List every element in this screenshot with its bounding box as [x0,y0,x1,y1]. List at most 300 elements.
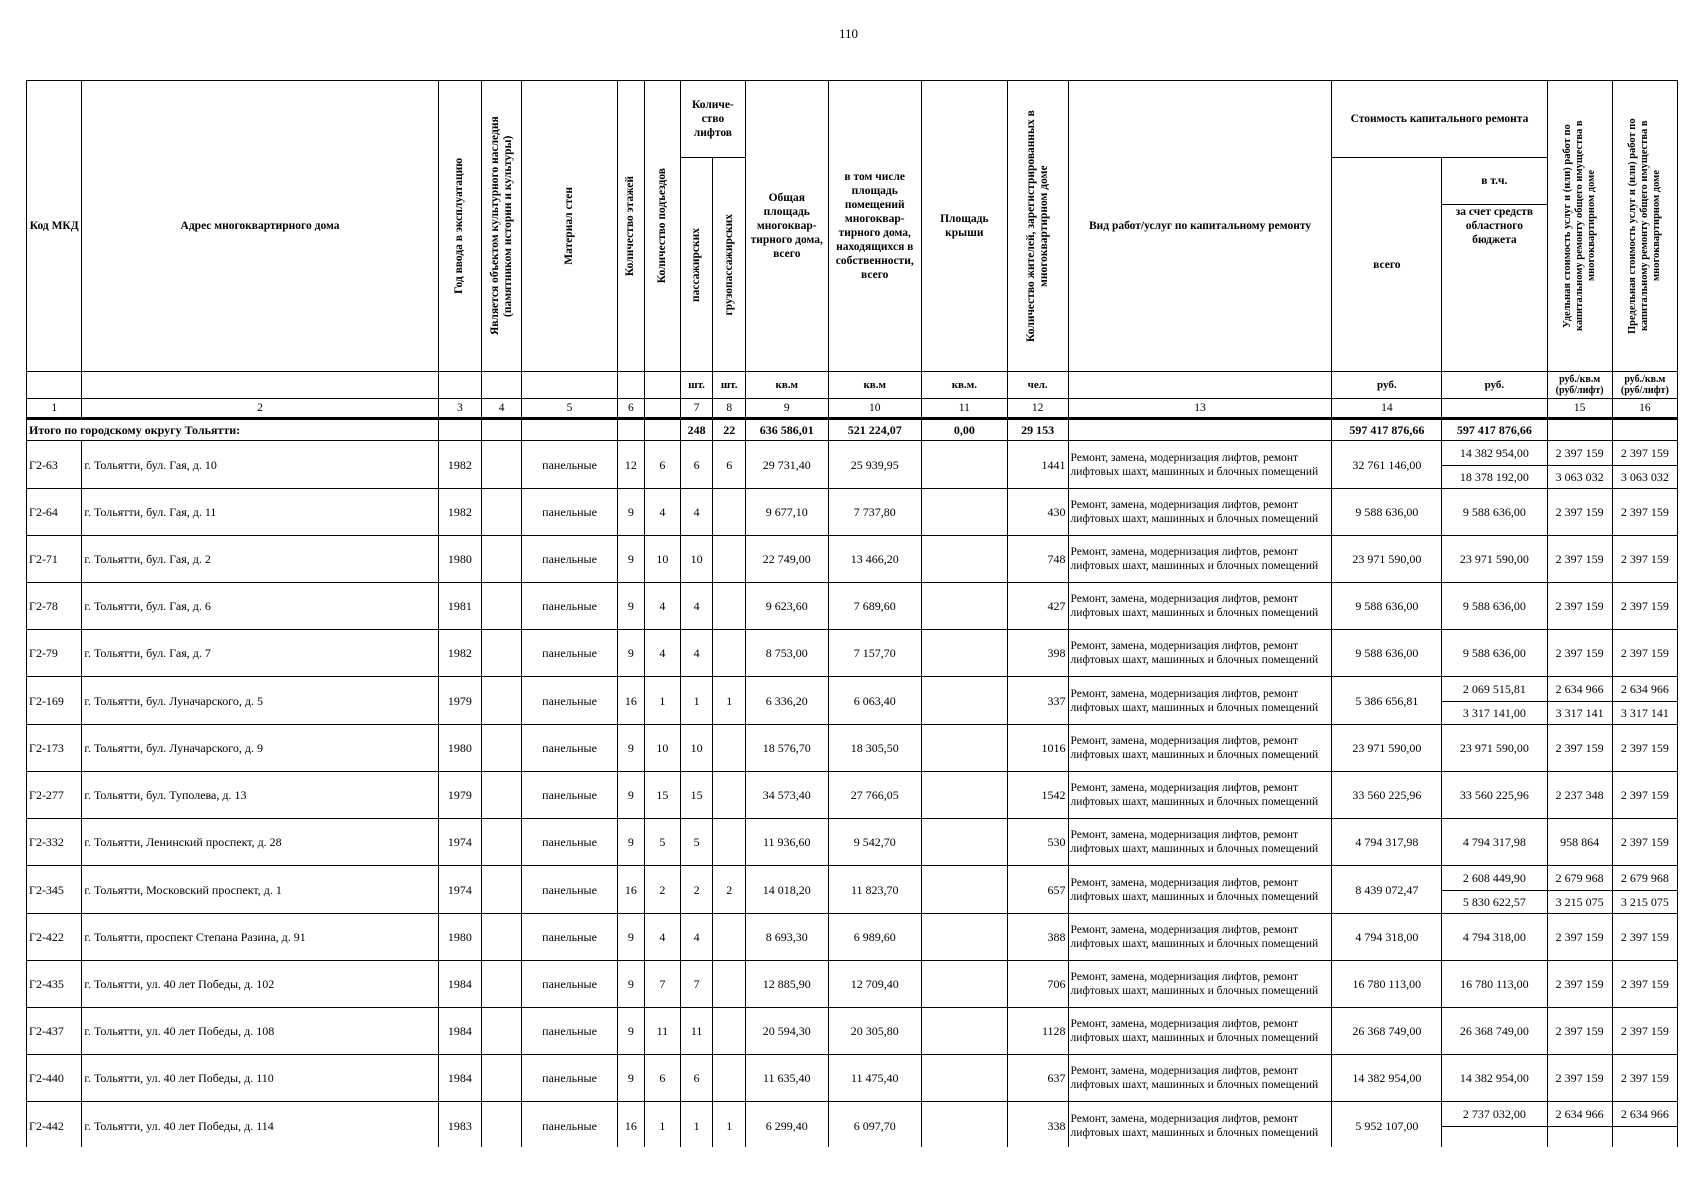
row-cost-regional: 14 382 954,00 [1442,1055,1547,1102]
row-entrances: 4 [644,489,680,536]
row-owned-area: 6 097,70 [828,1102,921,1148]
row-cost-total: 23 971 590,00 [1332,725,1442,772]
row-cost-total: 9 588 636,00 [1332,630,1442,677]
header-cost-total: всего [1332,158,1442,372]
row-lifts-pass: 11 [680,1008,713,1055]
row-year: 1984 [438,1055,481,1102]
col-number: 1 [27,399,82,419]
row-heritage [482,536,522,583]
row-heritage [482,1102,522,1148]
row-limit-cost: 2 397 159 [1612,489,1677,536]
col-number: 4 [482,399,522,419]
row-work-type: Ремонт, замена, модернизация лифтов, ремонт лифтовых шахт, машинных и блочных помещений [1068,536,1332,583]
row-floors: 9 [617,536,644,583]
table-row [27,914,1678,961]
row-wall-material: панельные [522,819,618,866]
row-unit-cost [1547,1127,1612,1148]
row-cost-regional: 18 378 192,00 [1442,466,1547,489]
table-row [27,536,1678,583]
row-wall-material: панельные [522,1008,618,1055]
row-unit-cost: 2 397 159 [1547,441,1612,466]
row-total-area: 11 635,40 [745,1055,828,1102]
row-roof-area [921,961,1007,1008]
row-total-area: 29 731,40 [745,441,828,489]
unit-people: чел. [1007,372,1068,399]
header-cost-group: Стоимость капитального ремонта [1332,81,1547,158]
row-cost-regional: 4 794 318,00 [1442,914,1547,961]
row-limit-cost: 2 397 159 [1612,1055,1677,1102]
row-heritage [482,1055,522,1102]
row-heritage [482,1008,522,1055]
unit-rub: руб. [1442,372,1547,399]
row-heritage [482,583,522,630]
row-limit-cost: 3 317 141 [1612,702,1677,725]
row-floors: 9 [617,914,644,961]
col-number: 12 [1007,399,1068,419]
row-code: Г2-435 [27,961,82,1008]
row-cost-total: 23 971 590,00 [1332,536,1442,583]
row-total-area: 22 749,00 [745,536,828,583]
row-owned-area: 6 063,40 [828,677,921,725]
row-year: 1982 [438,489,481,536]
row-year: 1984 [438,1008,481,1055]
row-unit-cost: 2 397 159 [1547,961,1612,1008]
row-work-type: Ремонт, замена, модернизация лифтов, ремонт лифтовых шахт, машинных и блочных помещений [1068,725,1332,772]
table-row [27,489,1678,536]
row-code: Г2-63 [27,441,82,489]
row-lifts-pass: 1 [680,677,713,725]
row-total-area: 11 936,60 [745,819,828,866]
col-number: 16 [1612,399,1677,419]
row-year: 1982 [438,441,481,489]
row-lifts-pass: 4 [680,914,713,961]
row-lifts-cargo: 2 [713,866,746,914]
row-address: г. Тольятти, Ленинский проспект, д. 28 [82,819,438,866]
row-lifts-cargo [713,961,746,1008]
total-lifts-cargo: 22 [713,419,746,441]
row-work-type: Ремонт, замена, модернизация лифтов, ремонт лифтовых шахт, машинных и блочных помещений [1068,819,1332,866]
row-lifts-cargo [713,1008,746,1055]
row-heritage [482,725,522,772]
row-cost-regional: 26 368 749,00 [1442,1008,1547,1055]
row-work-type: Ремонт, замена, модернизация лифтов, ремонт лифтовых шахт, машинных и блочных помещений [1068,583,1332,630]
row-address: г. Тольятти, бул. Гая, д. 10 [82,441,438,489]
header-code: Код МКД [27,81,82,372]
row-lifts-pass: 10 [680,725,713,772]
header-wall: Материал стен [522,81,618,372]
row-unit-cost: 3 317 141 [1547,702,1612,725]
header-lifts-group: Количе-ство лифтов [680,81,745,158]
row-work-type: Ремонт, замена, модернизация лифтов, ремонт лифтовых шахт, машинных и блочных помещений [1068,772,1332,819]
row-code: Г2-442 [27,1102,82,1148]
row-work-type: Ремонт, замена, модернизация лифтов, ремонт лифтовых шахт, машинных и блочных помещений [1068,961,1332,1008]
row-cost-total: 9 588 636,00 [1332,489,1442,536]
col-number: 9 [745,399,828,419]
row-unit-cost: 2 397 159 [1547,1008,1612,1055]
row-floors: 16 [617,1102,644,1148]
row-roof-area [921,583,1007,630]
row-residents: 748 [1007,536,1068,583]
row-cost-total: 4 794 317,98 [1332,819,1442,866]
header-cost-regional: за счет средств областного бюджета [1442,205,1547,372]
row-unit-cost: 3 215 075 [1547,891,1612,914]
row-address: г. Тольятти, проспект Степана Разина, д. 91 [82,914,438,961]
document-table-wrapper [26,80,1678,1147]
row-address: г. Тольятти, бул. Туполева, д. 13 [82,772,438,819]
row-cost-regional: 23 971 590,00 [1442,725,1547,772]
row-residents: 1542 [1007,772,1068,819]
row-lifts-cargo [713,914,746,961]
row-heritage [482,441,522,489]
row-code: Г2-79 [27,630,82,677]
row-year: 1981 [438,583,481,630]
row-unit-cost: 2 397 159 [1547,630,1612,677]
row-owned-area: 7 737,80 [828,489,921,536]
row-entrances: 1 [644,677,680,725]
row-floors: 12 [617,441,644,489]
row-cost-regional: 9 588 636,00 [1442,489,1547,536]
col-number: 15 [1547,399,1612,419]
row-year: 1979 [438,677,481,725]
row-floors: 16 [617,866,644,914]
row-total-area: 14 018,20 [745,866,828,914]
header-total-area: Общая площадь многоквар-тирного дома, всего [745,81,828,372]
table-row [27,583,1678,630]
row-unit-cost: 2 397 159 [1547,725,1612,772]
row-floors: 9 [617,961,644,1008]
row-entrances: 4 [644,583,680,630]
row-cost-regional: 2 069 515,81 [1442,677,1547,702]
col-number: 3 [438,399,481,419]
row-wall-material: панельные [522,630,618,677]
row-lifts-pass: 7 [680,961,713,1008]
row-year: 1980 [438,536,481,583]
row-limit-cost: 2 397 159 [1612,961,1677,1008]
row-entrances: 1 [644,1102,680,1148]
row-wall-material: панельные [522,489,618,536]
row-entrances: 10 [644,725,680,772]
row-unit-cost: 3 063 032 [1547,466,1612,489]
row-roof-area [921,1055,1007,1102]
total-cost-regional: 597 417 876,66 [1442,419,1547,441]
row-work-type: Ремонт, замена, модернизация лифтов, ремонт лифтовых шахт, машинных и блочных помещений [1068,866,1332,914]
unit-area: кв.м [745,372,828,399]
unit-rub: руб. [1332,372,1442,399]
table-row [27,1008,1678,1055]
row-code: Г2-71 [27,536,82,583]
row-residents: 1128 [1007,1008,1068,1055]
row-work-type: Ремонт, замена, модернизация лифтов, ремонт лифтовых шахт, машинных и блочных помещений [1068,677,1332,725]
row-limit-cost: 2 397 159 [1612,1008,1677,1055]
row-cost-total: 33 560 225,96 [1332,772,1442,819]
row-code: Г2-173 [27,725,82,772]
row-roof-area [921,1102,1007,1148]
header-address: Адрес многоквартирного дома [82,81,438,372]
row-cost-total: 16 780 113,00 [1332,961,1442,1008]
row-wall-material: панельные [522,914,618,961]
row-code: Г2-422 [27,914,82,961]
row-owned-area: 11 475,40 [828,1055,921,1102]
row-work-type: Ремонт, замена, модернизация лифтов, ремонт лифтовых шахт, машинных и блочных помещений [1068,630,1332,677]
capital-repair-table [26,80,1678,1147]
col-number: 6 [617,399,644,419]
row-residents: 427 [1007,583,1068,630]
row-limit-cost: 2 397 159 [1612,583,1677,630]
row-unit-cost: 2 679 968 [1547,866,1612,891]
row-address: г. Тольятти, бул. Луначарского, д. 9 [82,725,438,772]
row-code: Г2-169 [27,677,82,725]
row-limit-cost: 2 634 966 [1612,677,1677,702]
row-owned-area: 7 689,60 [828,583,921,630]
row-entrances: 11 [644,1008,680,1055]
table-row [27,866,1678,891]
header-roof-area: Площадь крыши [921,81,1007,372]
row-heritage [482,961,522,1008]
row-address: г. Тольятти, ул. 40 лет Победы, д. 108 [82,1008,438,1055]
row-unit-cost: 2 397 159 [1547,536,1612,583]
total-owned-area: 521 224,07 [828,419,921,441]
row-floors: 9 [617,583,644,630]
row-entrances: 6 [644,1055,680,1102]
unit-area: кв.м. [921,372,1007,399]
row-address: г. Тольятти, бул. Луначарского, д. 5 [82,677,438,725]
row-heritage [482,914,522,961]
row-lifts-pass: 4 [680,630,713,677]
row-unit-cost: 2 634 966 [1547,1102,1612,1127]
table-row [27,441,1678,466]
header-entrances: Количество подъездов [644,81,680,372]
row-wall-material: панельные [522,961,618,1008]
row-owned-area: 13 466,20 [828,536,921,583]
row-lifts-cargo [713,1055,746,1102]
row-heritage [482,819,522,866]
row-owned-area: 20 305,80 [828,1008,921,1055]
row-heritage [482,489,522,536]
col-number: 10 [828,399,921,419]
row-entrances: 5 [644,819,680,866]
row-limit-cost: 2 397 159 [1612,725,1677,772]
row-address: г. Тольятти, бул. Гая, д. 7 [82,630,438,677]
row-cost-regional: 16 780 113,00 [1442,961,1547,1008]
unit-pcs: шт. [713,372,746,399]
header-work-type: Вид работ/услуг по капитальному ремонту [1068,81,1332,372]
row-total-area: 12 885,90 [745,961,828,1008]
row-lifts-cargo: 1 [713,1102,746,1148]
row-address: г. Тольятти, ул. 40 лет Победы, д. 114 [82,1102,438,1148]
unit-pcs: шт. [680,372,713,399]
row-limit-cost [1612,1127,1677,1148]
row-cost-regional: 9 588 636,00 [1442,630,1547,677]
row-entrances: 4 [644,914,680,961]
row-total-area: 6 336,20 [745,677,828,725]
row-limit-cost: 2 634 966 [1612,1102,1677,1127]
row-year: 1982 [438,630,481,677]
unit-rate: руб./кв.м (руб/лифт) [1612,372,1677,399]
row-residents: 398 [1007,630,1068,677]
row-owned-area: 6 989,60 [828,914,921,961]
row-roof-area [921,725,1007,772]
row-floors: 9 [617,489,644,536]
col-number: 11 [921,399,1007,419]
page-number: 110 [838,26,859,41]
row-work-type: Ремонт, замена, модернизация лифтов, ремонт лифтовых шахт, машинных и блочных помещений [1068,489,1332,536]
row-address: г. Тольятти, ул. 40 лет Победы, д. 102 [82,961,438,1008]
total-lifts-pass: 248 [680,419,713,441]
table-row [27,961,1678,1008]
row-unit-cost: 2 397 159 [1547,583,1612,630]
row-roof-area [921,630,1007,677]
col-number [644,399,680,419]
column-numbers-row [27,399,1678,419]
row-cost-regional: 9 588 636,00 [1442,583,1547,630]
row-total-area: 8 693,30 [745,914,828,961]
row-total-area: 20 594,30 [745,1008,828,1055]
row-cost-regional: 2 737 032,00 [1442,1102,1547,1127]
row-roof-area [921,489,1007,536]
row-code: Г2-332 [27,819,82,866]
row-heritage [482,866,522,914]
row-unit-cost: 2 397 159 [1547,914,1612,961]
row-lifts-pass: 4 [680,583,713,630]
row-entrances: 2 [644,866,680,914]
table-row [27,772,1678,819]
row-unit-cost: 958 864 [1547,819,1612,866]
row-limit-cost: 2 397 159 [1612,914,1677,961]
row-wall-material: панельные [522,441,618,489]
total-roof-area: 0,00 [921,419,1007,441]
row-work-type: Ремонт, замена, модернизация лифтов, ремонт лифтовых шахт, машинных и блочных помещений [1068,1055,1332,1102]
row-residents: 530 [1007,819,1068,866]
row-cost-total: 14 382 954,00 [1332,1055,1442,1102]
row-cost-total: 9 588 636,00 [1332,583,1442,630]
row-lifts-pass: 5 [680,819,713,866]
table-row [27,630,1678,677]
row-limit-cost: 2 679 968 [1612,866,1677,891]
table-row [27,819,1678,866]
header-floors: Количество этажей [617,81,644,372]
row-lifts-pass: 4 [680,489,713,536]
header-unit-cost: Удельная стоимость услуг и (или) работ по капитальному ремонту общего имущества в многоквартирном доме [1547,81,1612,372]
row-address: г. Тольятти, ул. 40 лет Победы, д. 110 [82,1055,438,1102]
row-owned-area: 12 709,40 [828,961,921,1008]
row-entrances: 15 [644,772,680,819]
row-lifts-cargo [713,630,746,677]
row-residents: 430 [1007,489,1068,536]
header-heritage: Является объектом культурного наследия (памятником истории и культуры) [482,81,522,372]
row-owned-area: 18 305,50 [828,725,921,772]
row-unit-cost: 2 397 159 [1547,1055,1612,1102]
row-code: Г2-78 [27,583,82,630]
row-lifts-cargo [713,725,746,772]
row-roof-area [921,772,1007,819]
row-entrances: 10 [644,536,680,583]
header-owned-area: в том числе площадь помещений многоквар-тирного дома, находящихся в собственности, всего [828,81,921,372]
row-work-type: Ремонт, замена, модернизация лифтов, ремонт лифтовых шахт, машинных и блочных помещений [1068,914,1332,961]
col-number: 13 [1068,399,1332,419]
row-limit-cost: 3 063 032 [1612,466,1677,489]
row-limit-cost: 3 215 075 [1612,891,1677,914]
row-code: Г2-277 [27,772,82,819]
row-year: 1974 [438,866,481,914]
table-row [27,677,1678,702]
row-total-area: 9 677,10 [745,489,828,536]
row-owned-area: 27 766,05 [828,772,921,819]
row-cost-total: 5 386 656,81 [1332,677,1442,725]
row-roof-area [921,441,1007,489]
row-residents: 1441 [1007,441,1068,489]
col-number: 14 [1332,399,1442,419]
row-wall-material: панельные [522,536,618,583]
row-code: Г2-440 [27,1055,82,1102]
row-residents: 657 [1007,866,1068,914]
col-number: 5 [522,399,618,419]
row-year: 1983 [438,1102,481,1148]
row-limit-cost: 2 397 159 [1612,819,1677,866]
row-code: Г2-64 [27,489,82,536]
row-unit-cost: 2 237 348 [1547,772,1612,819]
row-residents: 388 [1007,914,1068,961]
row-address: г. Тольятти, бул. Гая, д. 2 [82,536,438,583]
row-roof-area [921,914,1007,961]
header-residents: Количество жителей, зарегистрированных в многоквартирном доме [1007,81,1068,372]
row-floors: 16 [617,677,644,725]
table-row [27,1055,1678,1102]
header-limit-cost: Предельная стоимость услуг и (или) работ по капитальному ремонту общего имущества в многоквартирном доме [1612,81,1677,372]
total-cost: 597 417 876,66 [1332,419,1442,441]
row-wall-material: панельные [522,725,618,772]
row-entrances: 4 [644,630,680,677]
row-total-area: 18 576,70 [745,725,828,772]
col-number: 7 [680,399,713,419]
row-total-area: 6 299,40 [745,1102,828,1148]
total-label: Итого по городскому округу Тольятти: [27,419,439,441]
row-year: 1980 [438,914,481,961]
table-row [27,1102,1678,1127]
header-lifts-cargo: грузопассажирских [713,158,746,372]
row-cost-regional: 5 830 622,57 [1442,891,1547,914]
total-residents: 29 153 [1007,419,1068,441]
row-lifts-cargo: 1 [713,677,746,725]
row-lifts-pass: 10 [680,536,713,583]
row-roof-area [921,677,1007,725]
row-cost-total: 8 439 072,47 [1332,866,1442,914]
row-address: г. Тольятти, бул. Гая, д. 6 [82,583,438,630]
row-lifts-cargo [713,772,746,819]
row-entrances: 7 [644,961,680,1008]
row-unit-cost: 2 397 159 [1547,489,1612,536]
row-residents: 338 [1007,1102,1068,1148]
row-cost-regional: 2 608 449,90 [1442,866,1547,891]
row-heritage [482,630,522,677]
row-residents: 637 [1007,1055,1068,1102]
row-lifts-pass: 2 [680,866,713,914]
row-heritage [482,772,522,819]
row-code: Г2-345 [27,866,82,914]
header-cost-incl: в т.ч. [1442,158,1547,205]
row-total-area: 9 623,60 [745,583,828,630]
row-lifts-cargo [713,536,746,583]
header-year: Год ввода в эксплуатацию [438,81,481,372]
row-code: Г2-437 [27,1008,82,1055]
row-residents: 1016 [1007,725,1068,772]
col-number: 2 [82,399,438,419]
total-area: 636 586,01 [745,419,828,441]
row-owned-area: 11 823,70 [828,866,921,914]
row-lifts-pass: 1 [680,1102,713,1148]
row-total-area: 8 753,00 [745,630,828,677]
row-year: 1979 [438,772,481,819]
row-lifts-cargo [713,819,746,866]
